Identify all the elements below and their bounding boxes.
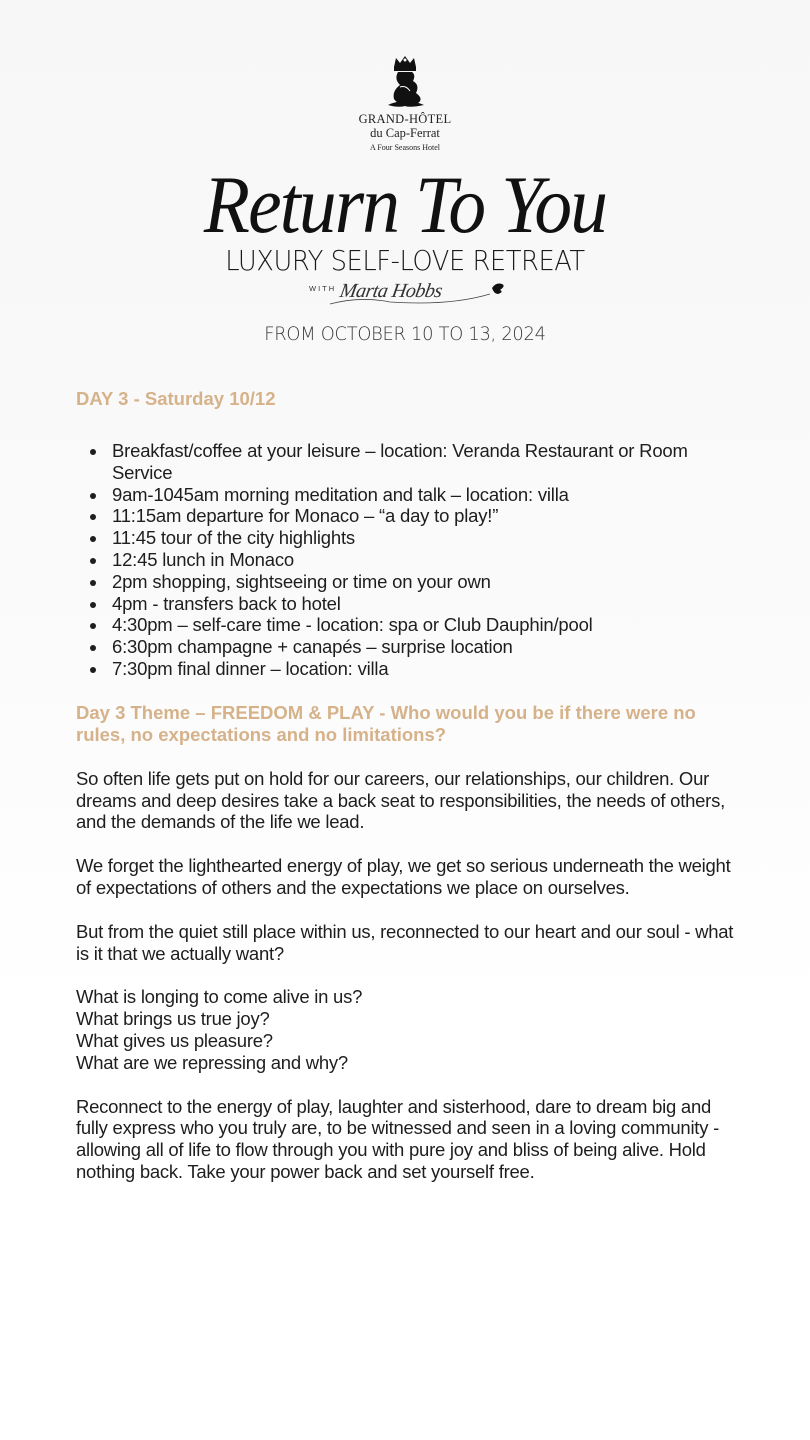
with-label: WITH (309, 284, 337, 293)
logo-line-2: du Cap-Ferrat (370, 126, 440, 140)
retreat-subtitle: LUXURY SELF-LOVE RETREAT (225, 244, 585, 277)
logo-line-3: A Four Seasons Hotel (370, 143, 440, 152)
paragraph: So often life gets put on hold for our careers, our relationships, our children. Our dreams and deep desires take a back seat to responsibilities, the needs of others, and the demands of the life we lead. (76, 767, 725, 833)
retreat-dates: FROM OCTOBER 10 TO 13, 2024 (264, 323, 546, 345)
schedule-item (112, 636, 741, 658)
schedule-item-text: 9am-1045am morning meditation and talk – location: villa (112, 483, 569, 505)
schedule-item-text: 6:30pm champagne + canapés – surprise location (112, 636, 513, 658)
schedule-item-text: 4:30pm – self-care time - location: spa or Club Dauphin/pool (112, 614, 593, 636)
question-line: What is longing to come alive in us? (76, 986, 363, 1008)
schedule-item-text: 7:30pm final dinner – location: villa (112, 657, 389, 679)
host-signature: Marta Hobbs (338, 280, 444, 302)
questions-block (76, 986, 741, 1073)
schedule-item-text: 2pm shopping, sightseeing or time on your own (112, 570, 491, 592)
schedule-item (112, 614, 741, 636)
schedule-item-text: Breakfast/coffee at your leisure – location: Veranda Restaurant or Room Service (112, 440, 688, 483)
bullet-icon (90, 493, 96, 499)
crown-emblem-icon (380, 55, 430, 110)
bullet-icon (90, 558, 96, 564)
paragraph: We forget the lighthearted energy of play, we get so serious underneath the weight of expectations of others and the expectations we place on ourselves. (76, 855, 731, 898)
schedule-item-text: 4pm - transfers back to hotel (112, 592, 341, 614)
schedule-item (112, 549, 741, 571)
logo-line-1: GRAND-HÔTEL (358, 112, 452, 126)
bullet-icon (90, 667, 96, 673)
question-line: What gives us pleasure? (76, 1029, 273, 1051)
question-line: What brings us true joy? (76, 1008, 270, 1030)
retreat-title: Return To You (203, 159, 607, 250)
bullet-icon (90, 580, 96, 586)
butterfly-icon (300, 280, 520, 310)
theme-heading: Day 3 Theme – FREEDOM & PLAY - Who would you be if there were no rules, no expectations and no limitations? (76, 701, 696, 745)
bullet-icon (90, 536, 96, 542)
schedule-item-text: 11:45 tour of the city highlights (112, 527, 355, 549)
closing-paragraph: Reconnect to the energy of play, laughter and sisterhood, dare to dream big and fully express who you truly are, to be witnessed and seen in a loving community - allowing all of life to flow through you with pure joy and bliss of being alive. Hold nothing back. Take your power back and set yourself free. (76, 1095, 719, 1182)
schedule-item (112, 440, 741, 484)
schedule-item (112, 571, 741, 593)
bullet-icon (90, 449, 96, 455)
day-heading: DAY 3 - Saturday 10/12 (76, 388, 276, 409)
schedule-item (112, 527, 741, 549)
schedule-list (76, 440, 741, 680)
host-signature-row (300, 280, 520, 310)
question-line: What are we repressing and why? (76, 1051, 348, 1073)
schedule-item-text: 11:15am departure for Monaco – “a day to play!” (112, 505, 499, 527)
schedule-item (112, 593, 741, 615)
hotel-logo (340, 55, 470, 165)
schedule-item-text: 12:45 lunch in Monaco (112, 548, 294, 570)
schedule-item (112, 658, 741, 680)
bullet-icon (90, 602, 96, 608)
bullet-icon (90, 514, 96, 520)
paragraph: But from the quiet still place within us, reconnected to our heart and our soul - what is it that we actually want? (76, 920, 734, 964)
schedule-item (112, 505, 741, 527)
day-content (76, 388, 741, 1205)
schedule-item (112, 484, 741, 506)
bullet-icon (90, 645, 96, 651)
bullet-icon (90, 623, 96, 629)
